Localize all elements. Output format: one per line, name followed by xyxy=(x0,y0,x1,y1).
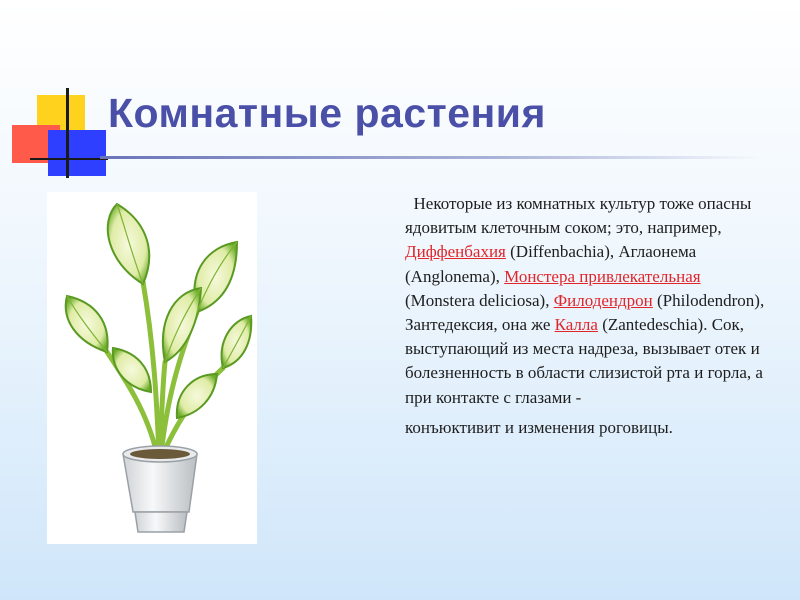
text-part-3: (Monstera deliciosa), xyxy=(405,290,554,310)
text-part-4: (Philodendron), Зантедексия, она же xyxy=(405,290,765,335)
text-part-2: (Diffenbachia), Аглаонема (Anglonema), xyxy=(405,242,697,286)
blue-square xyxy=(48,130,106,176)
link-calla[interactable]: Калла xyxy=(554,315,598,335)
body-paragraph xyxy=(405,192,770,440)
horizontal-line xyxy=(30,158,108,160)
title-underline xyxy=(100,156,760,159)
text-part-1: Некоторые из комнатных культур тоже опасны ядовитым клеточным соком; это, например, xyxy=(405,194,752,238)
plant-in-pot-icon xyxy=(47,192,257,544)
link-diffenbachia[interactable]: Диффенбахия xyxy=(405,242,506,262)
link-philodendron[interactable]: Филодендрон xyxy=(553,290,653,310)
vertical-line xyxy=(66,88,69,178)
decorative-squares xyxy=(0,0,120,190)
link-monstera[interactable]: Монстера привлекательная xyxy=(504,266,701,286)
text-part-6: конъюктивит и изменения роговицы. xyxy=(405,417,673,437)
slide-title: Комнатные растения xyxy=(108,90,546,136)
text-part-5: (Zantedeschia). Сок, выступающий из места надреза, вызывает отек и болезненность в области слизистой рта и горла, а при контакте с глазами - xyxy=(405,315,763,407)
